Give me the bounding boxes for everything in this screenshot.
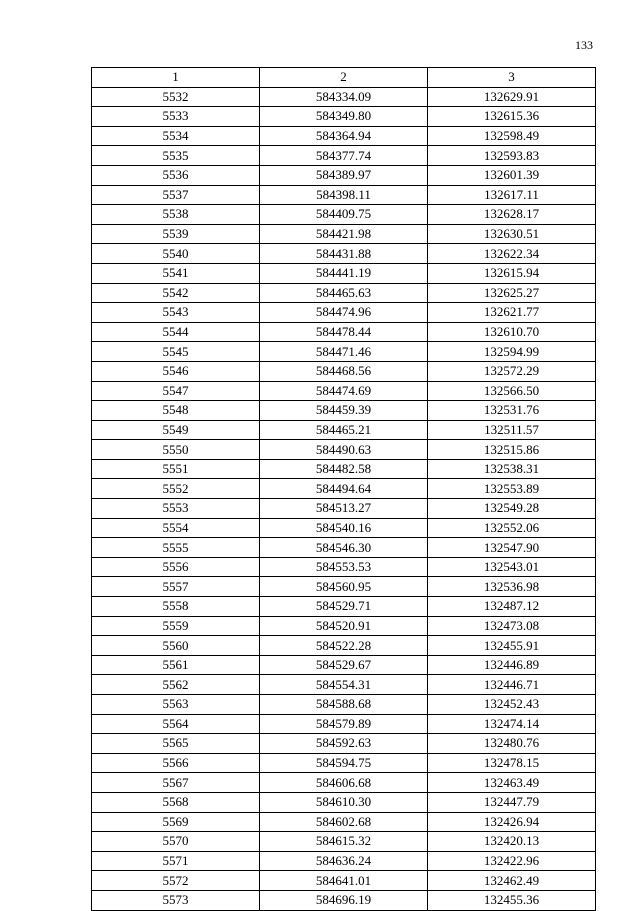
table-row: [92, 87, 596, 107]
table-row: [92, 224, 596, 244]
x-coordinate-cell: 584513.27: [260, 499, 428, 519]
point-number-cell: 5551: [92, 459, 260, 479]
table-row: [92, 479, 596, 499]
y-coordinate-cell: 132615.36: [428, 107, 596, 127]
point-number-cell: 5535: [92, 146, 260, 166]
table-row: [92, 792, 596, 812]
y-coordinate-cell: 132566.50: [428, 381, 596, 401]
coordinates-table: [91, 67, 596, 911]
y-coordinate-cell: 132478.15: [428, 753, 596, 773]
point-number-cell: 5557: [92, 577, 260, 597]
table-row: [92, 832, 596, 852]
x-coordinate-cell: 584465.21: [260, 420, 428, 440]
x-coordinate-cell: 584334.09: [260, 87, 428, 107]
point-number-cell: 5534: [92, 126, 260, 146]
table-row: [92, 401, 596, 421]
point-number-cell: 5538: [92, 205, 260, 225]
table-row: [92, 577, 596, 597]
table-row: [92, 734, 596, 754]
table-row: [92, 499, 596, 519]
y-coordinate-cell: 132543.01: [428, 557, 596, 577]
y-coordinate-cell: 132422.96: [428, 851, 596, 871]
table-row: [92, 753, 596, 773]
y-coordinate-cell: 132463.49: [428, 773, 596, 793]
column-header-3: 3: [428, 68, 596, 88]
point-number-cell: 5564: [92, 714, 260, 734]
y-coordinate-cell: 132455.91: [428, 636, 596, 656]
x-coordinate-cell: 584546.30: [260, 538, 428, 558]
point-number-cell: 5548: [92, 401, 260, 421]
table-row: [92, 107, 596, 127]
table-row: [92, 695, 596, 715]
point-number-cell: 5553: [92, 499, 260, 519]
point-number-cell: 5572: [92, 871, 260, 891]
table-row: [92, 557, 596, 577]
x-coordinate-cell: 584431.88: [260, 244, 428, 264]
table-row: [92, 714, 596, 734]
table-row: [92, 205, 596, 225]
y-coordinate-cell: 132531.76: [428, 401, 596, 421]
point-number-cell: 5543: [92, 303, 260, 323]
x-coordinate-cell: 584696.19: [260, 890, 428, 910]
point-number-cell: 5546: [92, 361, 260, 381]
x-coordinate-cell: 584554.31: [260, 675, 428, 695]
point-number-cell: 5562: [92, 675, 260, 695]
point-number-cell: 5563: [92, 695, 260, 715]
page-number: 133: [575, 38, 593, 52]
x-coordinate-cell: 584349.80: [260, 107, 428, 127]
y-coordinate-cell: 132629.91: [428, 87, 596, 107]
x-coordinate-cell: 584529.71: [260, 597, 428, 617]
point-number-cell: 5536: [92, 165, 260, 185]
y-coordinate-cell: 132552.06: [428, 518, 596, 538]
y-coordinate-cell: 132553.89: [428, 479, 596, 499]
x-coordinate-cell: 584474.69: [260, 381, 428, 401]
point-number-cell: 5555: [92, 538, 260, 558]
x-coordinate-cell: 584468.56: [260, 361, 428, 381]
y-coordinate-cell: 132621.77: [428, 303, 596, 323]
x-coordinate-cell: 584606.68: [260, 773, 428, 793]
table-row: [92, 146, 596, 166]
point-number-cell: 5554: [92, 518, 260, 538]
y-coordinate-cell: 132511.57: [428, 420, 596, 440]
table-row: [92, 420, 596, 440]
y-coordinate-cell: 132420.13: [428, 832, 596, 852]
y-coordinate-cell: 132572.29: [428, 361, 596, 381]
x-coordinate-cell: 584641.01: [260, 871, 428, 891]
y-coordinate-cell: 132462.49: [428, 871, 596, 891]
table-row: [92, 322, 596, 342]
table-row: [92, 890, 596, 910]
point-number-cell: 5552: [92, 479, 260, 499]
point-number-cell: 5537: [92, 185, 260, 205]
x-coordinate-cell: 584490.63: [260, 440, 428, 460]
table-row: [92, 518, 596, 538]
table-body: [92, 87, 596, 910]
point-number-cell: 5532: [92, 87, 260, 107]
y-coordinate-cell: 132455.36: [428, 890, 596, 910]
x-coordinate-cell: 584579.89: [260, 714, 428, 734]
table-row: [92, 283, 596, 303]
table-row: [92, 361, 596, 381]
x-coordinate-cell: 584588.68: [260, 695, 428, 715]
table-row: [92, 812, 596, 832]
point-number-cell: 5556: [92, 557, 260, 577]
point-number-cell: 5573: [92, 890, 260, 910]
table-row: [92, 773, 596, 793]
x-coordinate-cell: 584520.91: [260, 616, 428, 636]
table-row: [92, 597, 596, 617]
point-number-cell: 5565: [92, 734, 260, 754]
x-coordinate-cell: 584364.94: [260, 126, 428, 146]
x-coordinate-cell: 584560.95: [260, 577, 428, 597]
y-coordinate-cell: 132622.34: [428, 244, 596, 264]
y-coordinate-cell: 132515.86: [428, 440, 596, 460]
table-row: [92, 185, 596, 205]
x-coordinate-cell: 584540.16: [260, 518, 428, 538]
x-coordinate-cell: 584441.19: [260, 263, 428, 283]
y-coordinate-cell: 132594.99: [428, 342, 596, 362]
x-coordinate-cell: 584459.39: [260, 401, 428, 421]
point-number-cell: 5560: [92, 636, 260, 656]
y-coordinate-cell: 132426.94: [428, 812, 596, 832]
point-number-cell: 5558: [92, 597, 260, 617]
y-coordinate-cell: 132474.14: [428, 714, 596, 734]
y-coordinate-cell: 132538.31: [428, 459, 596, 479]
point-number-cell: 5550: [92, 440, 260, 460]
x-coordinate-cell: 584471.46: [260, 342, 428, 362]
x-coordinate-cell: 584377.74: [260, 146, 428, 166]
point-number-cell: 5545: [92, 342, 260, 362]
table-row: [92, 655, 596, 675]
table-row: [92, 342, 596, 362]
x-coordinate-cell: 584529.67: [260, 655, 428, 675]
x-coordinate-cell: 584465.63: [260, 283, 428, 303]
table-row: [92, 675, 596, 695]
x-coordinate-cell: 584398.11: [260, 185, 428, 205]
column-header-1: 1: [92, 68, 260, 88]
table-row: [92, 636, 596, 656]
table-row: [92, 165, 596, 185]
x-coordinate-cell: 584610.30: [260, 792, 428, 812]
point-number-cell: 5541: [92, 263, 260, 283]
point-number-cell: 5568: [92, 792, 260, 812]
x-coordinate-cell: 584494.64: [260, 479, 428, 499]
y-coordinate-cell: 132549.28: [428, 499, 596, 519]
x-coordinate-cell: 584636.24: [260, 851, 428, 871]
point-number-cell: 5566: [92, 753, 260, 773]
x-coordinate-cell: 584553.53: [260, 557, 428, 577]
point-number-cell: 5559: [92, 616, 260, 636]
point-number-cell: 5539: [92, 224, 260, 244]
y-coordinate-cell: 132447.79: [428, 792, 596, 812]
point-number-cell: 5570: [92, 832, 260, 852]
y-coordinate-cell: 132473.08: [428, 616, 596, 636]
y-coordinate-cell: 132625.27: [428, 283, 596, 303]
x-coordinate-cell: 584615.32: [260, 832, 428, 852]
point-number-cell: 5540: [92, 244, 260, 264]
point-number-cell: 5542: [92, 283, 260, 303]
point-number-cell: 5549: [92, 420, 260, 440]
y-coordinate-cell: 132446.71: [428, 675, 596, 695]
table-row: [92, 303, 596, 323]
table-row: [92, 126, 596, 146]
y-coordinate-cell: 132615.94: [428, 263, 596, 283]
table-row: [92, 851, 596, 871]
x-coordinate-cell: 584478.44: [260, 322, 428, 342]
y-coordinate-cell: 132598.49: [428, 126, 596, 146]
table-row: [92, 440, 596, 460]
point-number-cell: 5533: [92, 107, 260, 127]
table-row: [92, 871, 596, 891]
x-coordinate-cell: 584474.96: [260, 303, 428, 323]
y-coordinate-cell: 132547.90: [428, 538, 596, 558]
point-number-cell: 5547: [92, 381, 260, 401]
point-number-cell: 5571: [92, 851, 260, 871]
x-coordinate-cell: 584421.98: [260, 224, 428, 244]
x-coordinate-cell: 584592.63: [260, 734, 428, 754]
point-number-cell: 5567: [92, 773, 260, 793]
y-coordinate-cell: 132601.39: [428, 165, 596, 185]
table-row: [92, 263, 596, 283]
column-header-2: 2: [260, 68, 428, 88]
y-coordinate-cell: 132446.89: [428, 655, 596, 675]
y-coordinate-cell: 132452.43: [428, 695, 596, 715]
table-header-row: [92, 68, 596, 88]
y-coordinate-cell: 132610.70: [428, 322, 596, 342]
x-coordinate-cell: 584409.75: [260, 205, 428, 225]
x-coordinate-cell: 584602.68: [260, 812, 428, 832]
x-coordinate-cell: 584482.58: [260, 459, 428, 479]
y-coordinate-cell: 132628.17: [428, 205, 596, 225]
table-row: [92, 459, 596, 479]
y-coordinate-cell: 132630.51: [428, 224, 596, 244]
x-coordinate-cell: 584389.97: [260, 165, 428, 185]
y-coordinate-cell: 132480.76: [428, 734, 596, 754]
x-coordinate-cell: 584594.75: [260, 753, 428, 773]
table-row: [92, 381, 596, 401]
y-coordinate-cell: 132593.83: [428, 146, 596, 166]
table-row: [92, 616, 596, 636]
x-coordinate-cell: 584522.28: [260, 636, 428, 656]
table-row: [92, 244, 596, 264]
y-coordinate-cell: 132536.98: [428, 577, 596, 597]
point-number-cell: 5561: [92, 655, 260, 675]
point-number-cell: 5569: [92, 812, 260, 832]
point-number-cell: 5544: [92, 322, 260, 342]
y-coordinate-cell: 132487.12: [428, 597, 596, 617]
table-row: [92, 538, 596, 558]
y-coordinate-cell: 132617.11: [428, 185, 596, 205]
